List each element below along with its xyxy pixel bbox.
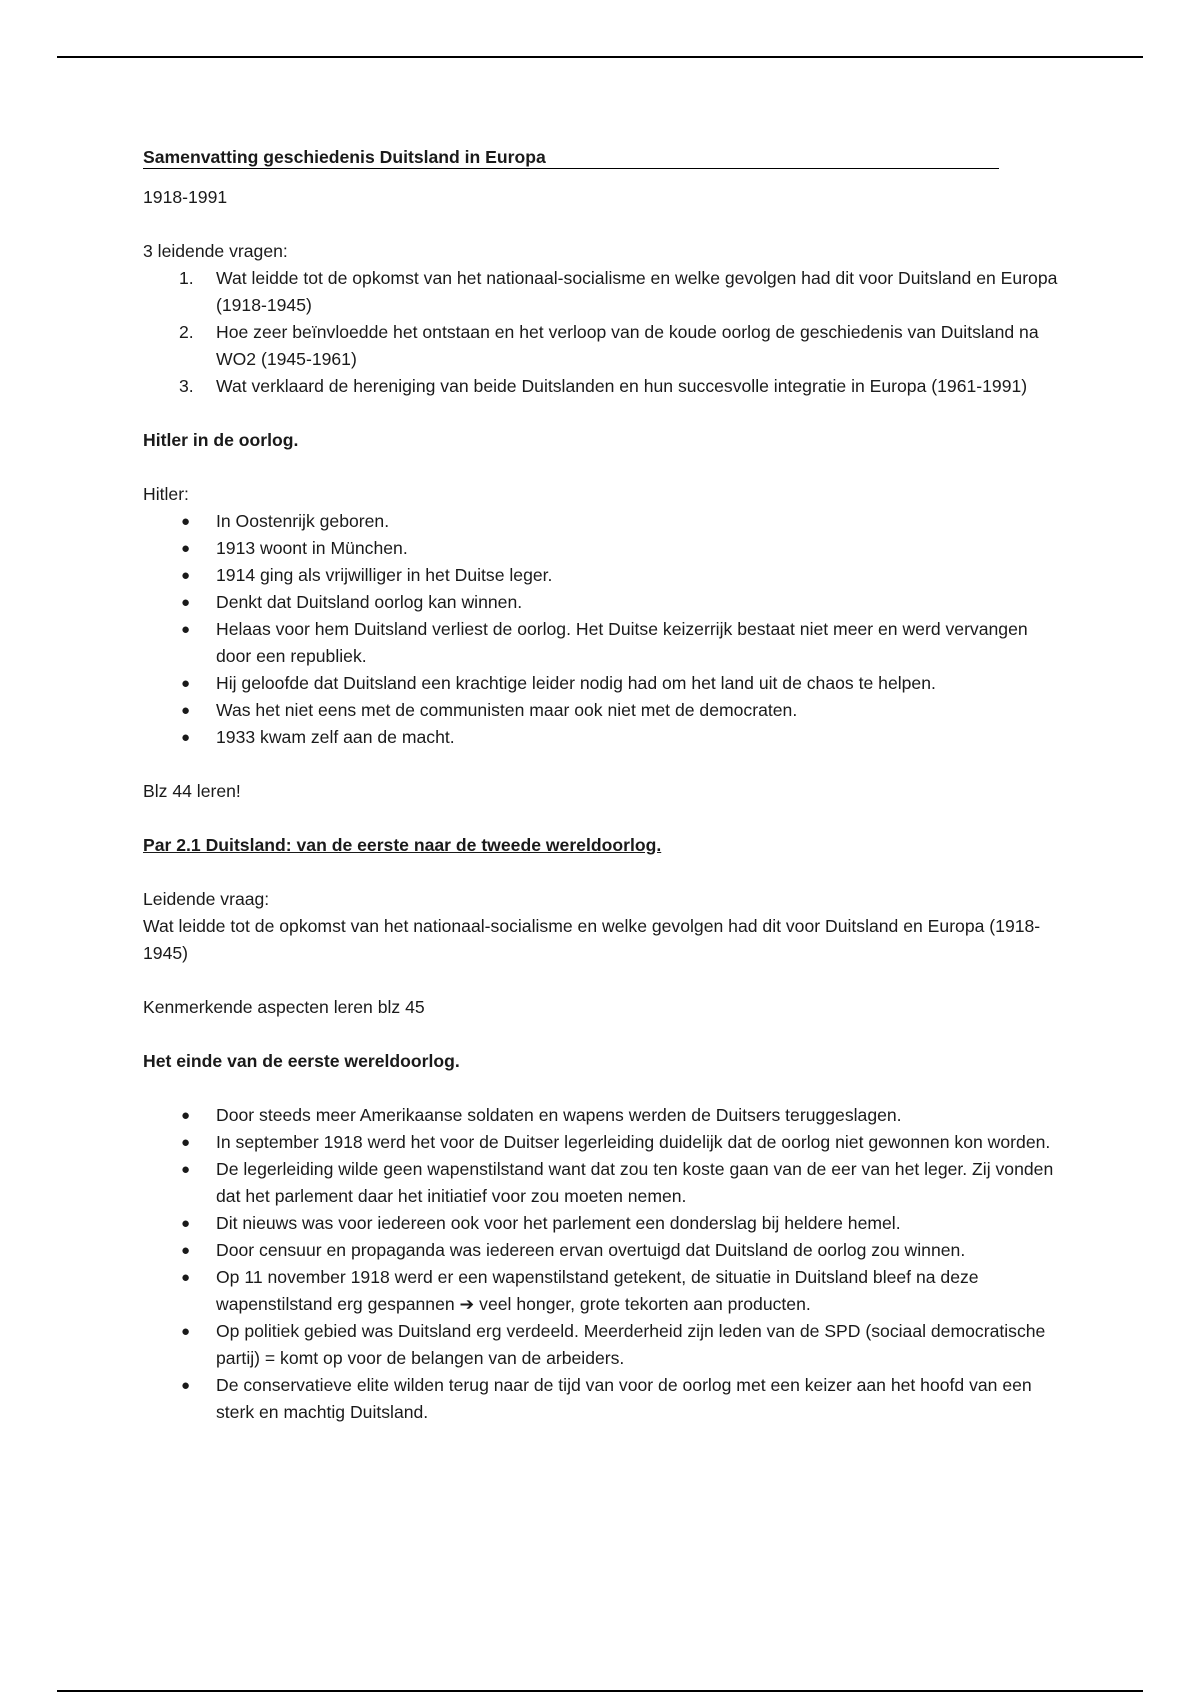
end-ww1-bullets [143,1102,1063,1426]
heading-hitler: Hitler in de oorlog. [143,430,299,450]
bullet-icon: ● [181,1377,191,1394]
document-body [143,138,1063,1426]
list-item: ● Dit nieuws was voor iedereen ook voor het parlement een donderslag bij heldere hemel. [143,1210,1063,1237]
bullet-icon: ● [181,513,191,530]
list-item: 2. Hoe zeer beïnvloedde het ontstaan en het verloop van de koude oorlog de geschiedenis van Duitsland na WO2 (1945-1961) [179,322,1039,369]
list-item: ● Helaas voor hem Duitsland verliest de oorlog. Het Duitse keizerrijk bestaat niet meer en werd vervangen door een republiek. [143,616,1063,670]
bullet-icon: ● [181,1134,191,1151]
bullet-icon: ● [181,594,191,611]
bullet-icon: ● [181,540,191,557]
bullet-icon: ● [181,1215,191,1232]
aspects-note: Kenmerkende aspecten leren blz 45 [143,997,425,1017]
document-title: Samenvatting geschiedenis Duitsland in Europa [143,138,999,169]
footer-rule [57,1690,1143,1692]
list-item: ● Hij geloofde dat Duitsland een krachtige leider nodig had om het land uit de chaos te helpen. [143,670,1063,697]
hitler-note: Blz 44 leren! [143,781,241,801]
bullet-icon: ● [181,1323,191,1340]
heading-par-2-1: Par 2.1 Duitsland: van de eerste naar de tweede wereldoorlog. [143,835,662,855]
list-item: ● 1913 woont in München. [143,535,1063,562]
period: 1918-1991 [143,187,228,207]
bullet-icon: ● [181,567,191,584]
bullet-icon: ● [181,621,191,638]
hitler-intro: Hitler: [143,484,189,504]
list-item: ● In september 1918 werd het voor de Duitser legerleiding duidelijk dat de oorlog niet gewonnen kon worden. [143,1129,1063,1156]
leading-question-text: Wat leidde tot de opkomst van het nationaal-socialisme en welke gevolgen had dit voor Duitsland en Europa (1918-1945) [143,916,1041,963]
header-rule [57,56,1143,58]
list-item: ● Door steeds meer Amerikaanse soldaten en wapens werden de Duitsers teruggeslagen. [143,1102,1063,1129]
list-item: ● De conservatieve elite wilden terug naar de tijd van voor de oorlog met een keizer aan het hoofd van een sterk en machtig Duitsland. [143,1372,1063,1426]
list-item: ● De legerleiding wilde geen wapenstilstand want dat zou ten koste gaan van de eer van het leger. Zij vonden dat het parlement daar het initiatief voor zou moeten nemen. [143,1156,1063,1210]
list-item: 3. Wat verklaard de hereniging van beide Duitslanden en hun succesvolle integratie in Europa (1961-1991) [179,376,1028,396]
list-item: ● 1933 kwam zelf aan de macht. [143,724,1063,751]
bullet-icon: ● [181,702,191,719]
bullet-icon: ● [181,729,191,746]
bullet-icon: ● [181,1161,191,1178]
list-item: ● Denkt dat Duitsland oorlog kan winnen. [143,589,1063,616]
hitler-bullets [143,508,1063,751]
leading-question-label: Leidende vraag: [143,889,270,909]
list-item: ● Door censuur en propaganda was iedereen ervan overtuigd dat Duitsland de oorlog zou winnen. [143,1237,1063,1264]
list-item: ● Was het niet eens met de communisten maar ook niet met de democraten. [143,697,1063,724]
list-item: ● Op politiek gebied was Duitsland erg verdeeld. Meerderheid zijn leden van de SPD (sociaal democratische partij) = komt op voor de belangen van de arbeiders. [143,1318,1063,1372]
list-item: ● Op 11 november 1918 werd er een wapenstilstand getekent, de situatie in Duitsland bleef na deze wapenstilstand erg gespannen ➔ veel honger, grote tekorten aan producten. [143,1264,1063,1318]
list-item: ● 1914 ging als vrijwilliger in het Duitse leger. [143,562,1063,589]
bullet-icon: ● [181,1269,191,1286]
leading-questions-list [143,265,1063,400]
heading-end-ww1: Het einde van de eerste wereldoorlog. [143,1051,460,1071]
bullet-icon: ● [181,1107,191,1124]
list-item: ● In Oostenrijk geboren. [143,508,1063,535]
leading-questions-intro: 3 leidende vragen: [143,241,288,261]
list-item: 1. Wat leidde tot de opkomst van het nationaal-socialisme en welke gevolgen had dit voor Duitsland en Europa (1918-1945) [179,268,1058,315]
bullet-icon: ● [181,1242,191,1259]
bullet-icon: ● [181,675,191,692]
